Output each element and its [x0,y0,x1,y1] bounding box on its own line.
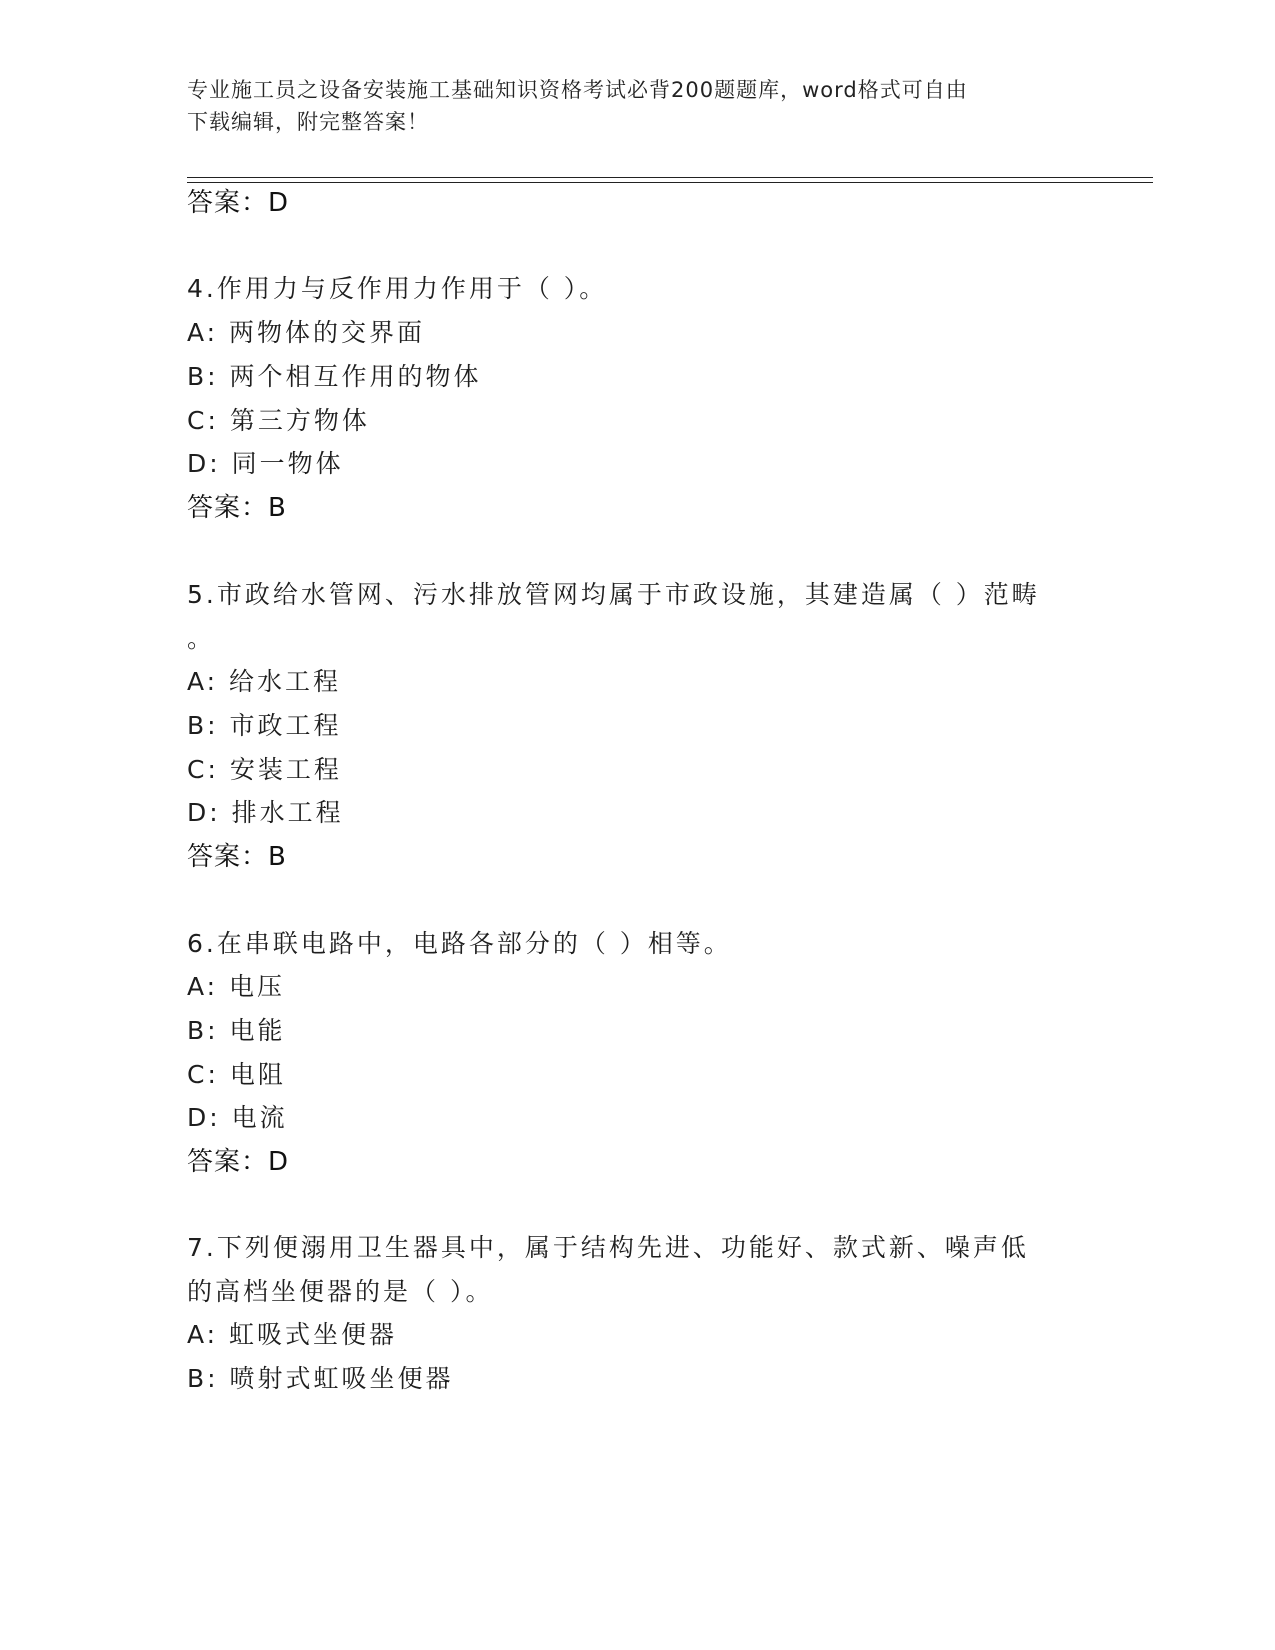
question-6-option-a: A: 电压 [187,972,286,1001]
question-5-option-d: D: 排水工程 [187,798,344,827]
question-5-stem-line-1: 5.市政给水管网、污水排放管网均属于市政设施，其建造属（ ）范畴 [187,580,1040,609]
question-4-option-b: B: 两个相互作用的物体 [187,362,482,391]
question-5-stem-line-2: 。 [187,624,216,653]
question-7-stem-line-2: 的高档坐便器的是（ ）。 [187,1277,494,1306]
question-6-answer: 答案：D [187,1147,290,1177]
question-5-option-b: B: 市政工程 [187,711,342,740]
question-5-answer: 答案：B [187,842,287,872]
question-7-option-a: A: 虹吸式坐便器 [187,1320,398,1349]
question-4-option-c: C: 第三方物体 [187,406,370,435]
question-6-option-c: C: 电阻 [187,1060,286,1089]
header-divider-bottom [187,182,1153,183]
question-5-option-c: C: 安装工程 [187,755,342,784]
header-line-1: 专业施工员之设备安装施工基础知识资格考试必背200题题库，word格式可自由 [187,78,968,102]
question-7-stem-line-1: 7.下列便溺用卫生器具中，属于结构先进、功能好、款式新、噪声低 [187,1233,1029,1262]
question-6-option-b: B: 电能 [187,1016,286,1045]
previous-answer: 答案：D [187,188,290,218]
document-header [187,74,1067,138]
question-5-option-a: A: 给水工程 [187,667,342,696]
question-4-option-d: D: 同一物体 [187,449,344,478]
question-6-stem: 6.在串联电路中，电路各部分的（ ）相等。 [187,929,732,958]
question-7-option-b: B: 喷射式虹吸坐便器 [187,1364,454,1393]
header-line-2: 下载编辑，附完整答案！ [187,110,429,134]
header-divider-top [187,177,1153,178]
question-4-stem: 4.作用力与反作用力作用于（ ）。 [187,274,608,303]
question-4-answer: 答案：B [187,493,287,523]
question-6-option-d: D: 电流 [187,1103,288,1132]
question-4-option-a: A: 两物体的交界面 [187,318,426,347]
